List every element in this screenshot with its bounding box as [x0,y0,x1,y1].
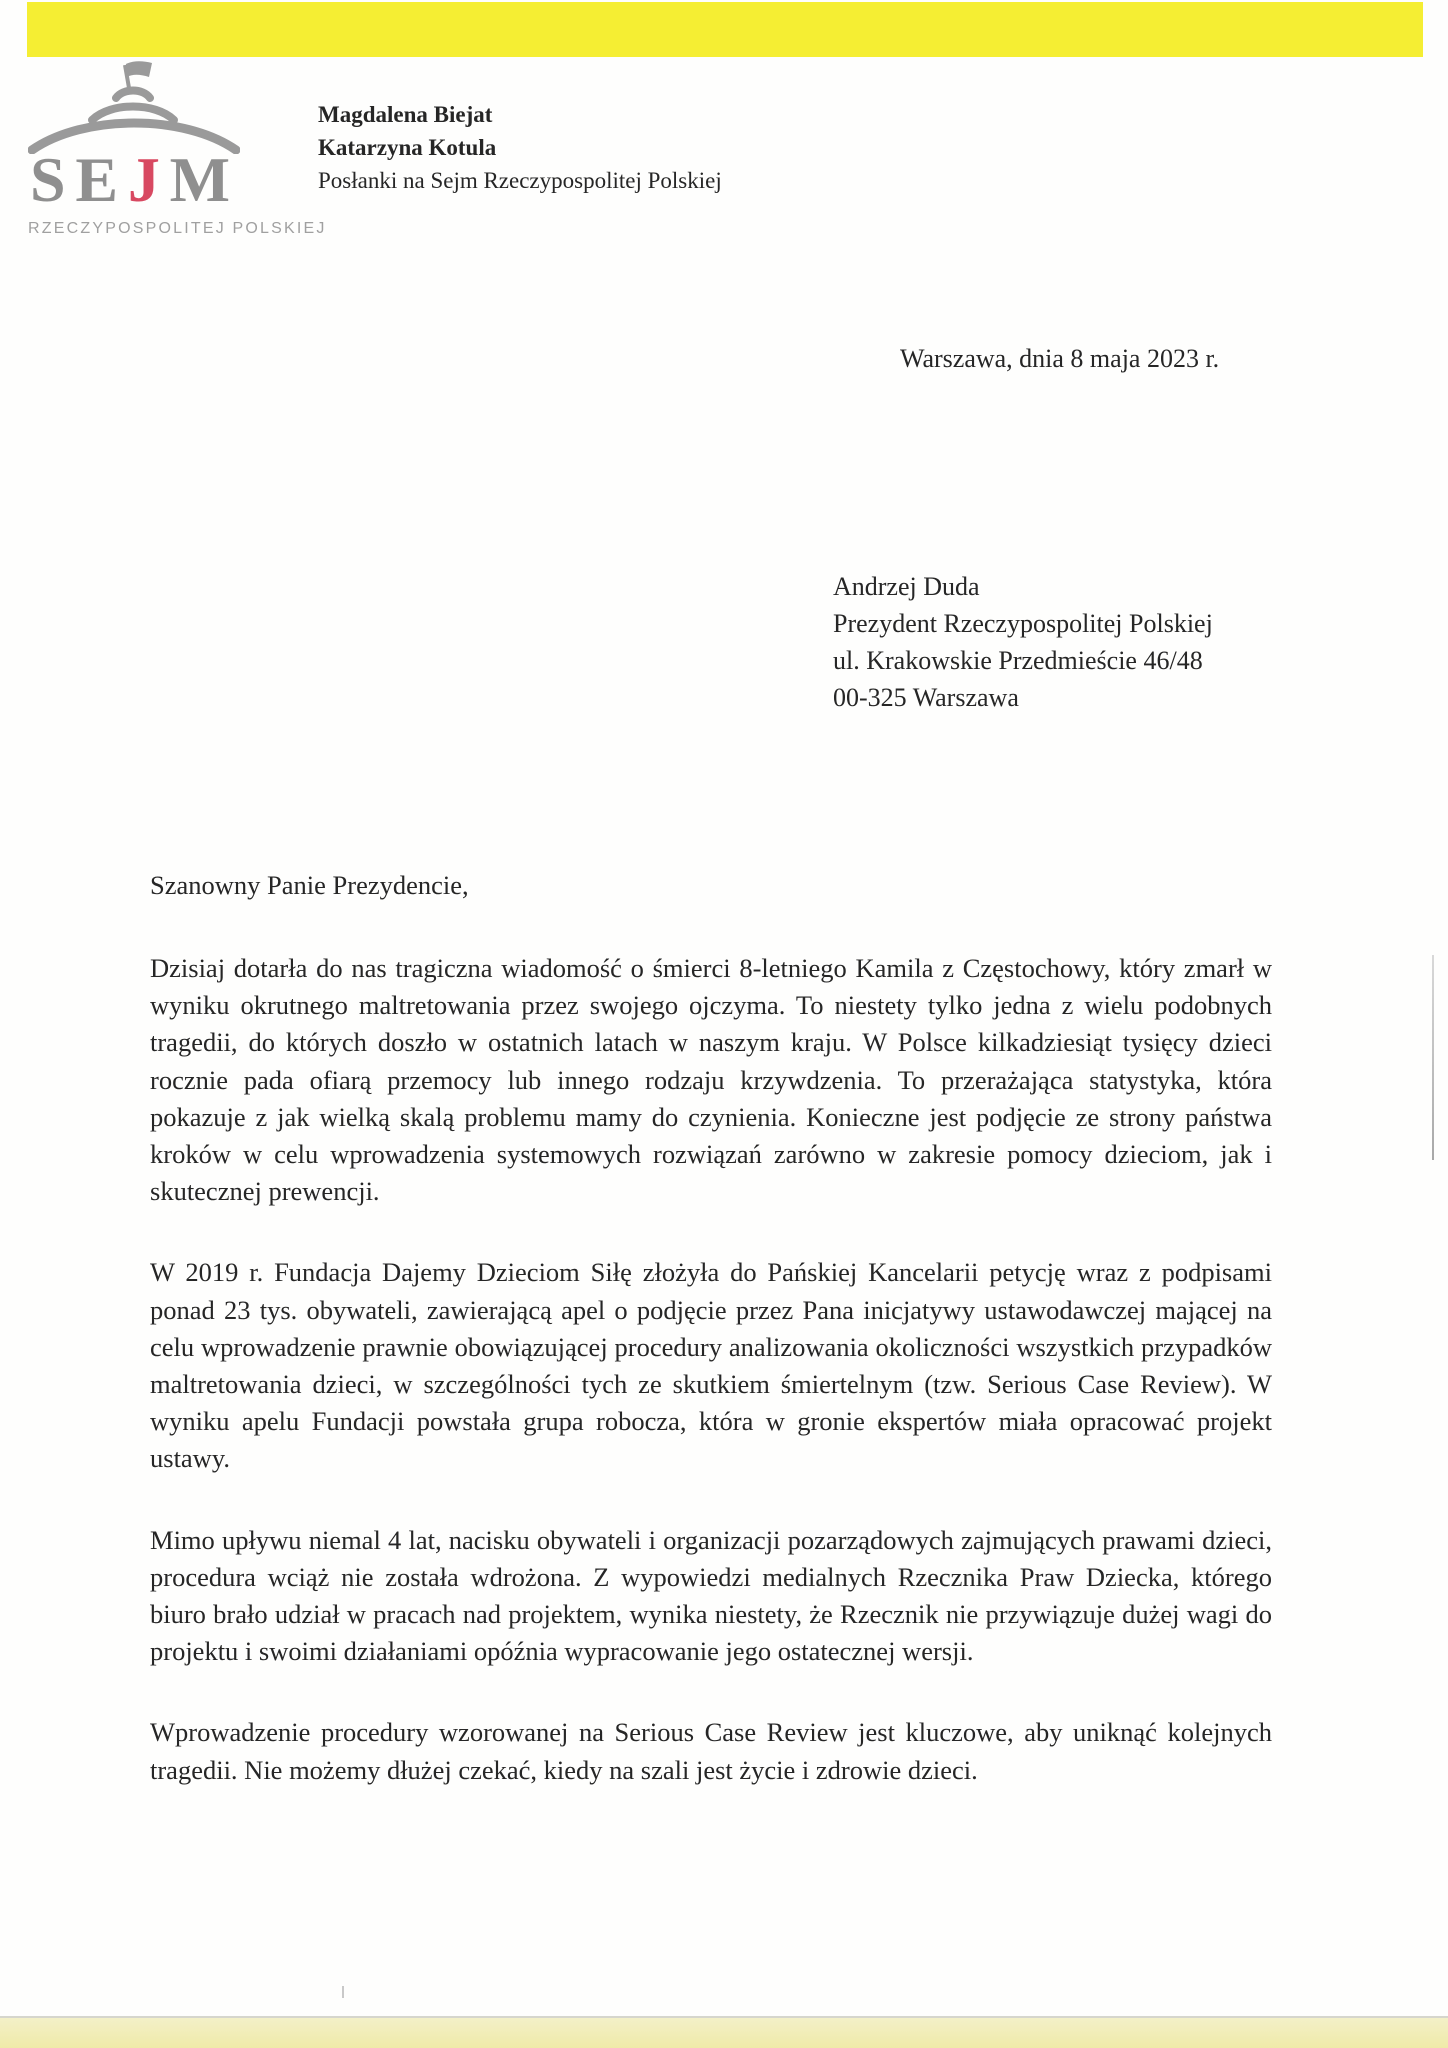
paragraph-4: Wprowadzenie procedury wzorowanej na Serious Case Review jest kluczowe, aby uniknąć kolejnych tragedii. Nie możemy dłużej czekać, kiedy na szali jest życie i zdrowie dzieci. [150,1717,1272,1785]
date-line: Warszawa, dnia 8 maja 2023 r. [900,344,1220,373]
sender-name-2: Katarzyna Kotula [318,135,497,160]
recipient-street: ul. Krakowskie Przedmieście 46/48 [833,646,1203,675]
letter-body [150,950,1272,1833]
sejm-logo [28,58,327,238]
sender-role: Posłanki na Sejm Rzeczypospolitej Polskiej [318,168,722,193]
logo-letter-j: J [127,144,160,215]
recipient-city: 00-325 Warszawa [833,683,1019,712]
scan-artifact-line [1432,955,1434,1160]
recipient-title: Prezydent Rzeczypospolitej Polskiej [833,609,1213,638]
flag-icon [126,61,152,77]
scan-artifact-tick [342,1986,344,1998]
sender-name-1: Magdalena Biejat [318,102,493,127]
recipient-name: Andrzej Duda [833,572,980,601]
bottom-highlight-bar [0,2016,1448,2048]
top-highlight-bar [27,2,1423,57]
salutation: Szanowny Panie Prezydencie, [150,870,469,900]
paragraph-1: Dzisiaj dotarła do nas tragiczna wiadomość o śmierci 8-letniego Kamila z Częstochowy, który zmarł w wyniku okrutnego maltretowania przez swojego ojczyma. To niestety tylko jedna z wielu podobnych tragedii, do których doszło w ostatnich latach w naszym kraju. W Polsce kilkadziesiąt tysięcy dzieci rocznie pada ofiarą przemocy lub innego rodzaju krzywdzenia. To przerażająca statystyka, która pokazuje z jak wielką skalą problemu mamy do czynienia. Konieczne jest podjęcie ze strony państwa kroków w celu wprowadzenia systemowych rozwiązań zarówno w zakresie pomocy dzieciom, jak i skutecznej prewencji. [150,953,1272,1207]
sejm-logo-letters [30,144,230,216]
sender-block [318,98,722,197]
sejm-dome-icon [28,58,240,154]
logo-letter-e: E [75,144,119,215]
logo-letter-s: S [30,144,66,215]
paragraph-3: Mimo upływu niemal 4 lat, nacisku obywateli i organizacji pozarządowych zajmujących prawami dzieci, procedura wciąż nie została wdrożona. Z wypowiedzi medialnych Rzecznika Praw Dziecka, którego biuro brało udział w pracach nad projektem, wynika niestety, że Rzecznik nie przywiązuje dużej wagi do projektu i swoimi działaniami opóźnia wypracowanie jego ostatecznej wersji. [150,1524,1272,1667]
logo-letter-m: M [169,144,230,215]
paragraph-2: W 2019 r. Fundacja Dajemy Dzieciom Siłę złożyła do Pańskiej Kancelarii petycję wraz z podpisami ponad 23 tys. obywateli, zawierającą apel o podjęcie przez Pana inicjatywy ustawodawczej mającej na celu wprowadzenie prawnie obowiązującej procedury analizowania okoliczności wszystkich przypadków maltretowania dzieci, w szczególności tych ze skutkiem śmiertelnym (tzw. Serious Case Review). W wyniku apelu Fundacji powstała grupa robocza, która w gronie ekspertów miała opracować projekt ustawy. [150,1257,1272,1474]
logo-subtitle: RZECZYPOSPOLITEJ POLSKIEJ [28,220,327,237]
recipient-block [833,568,1213,716]
